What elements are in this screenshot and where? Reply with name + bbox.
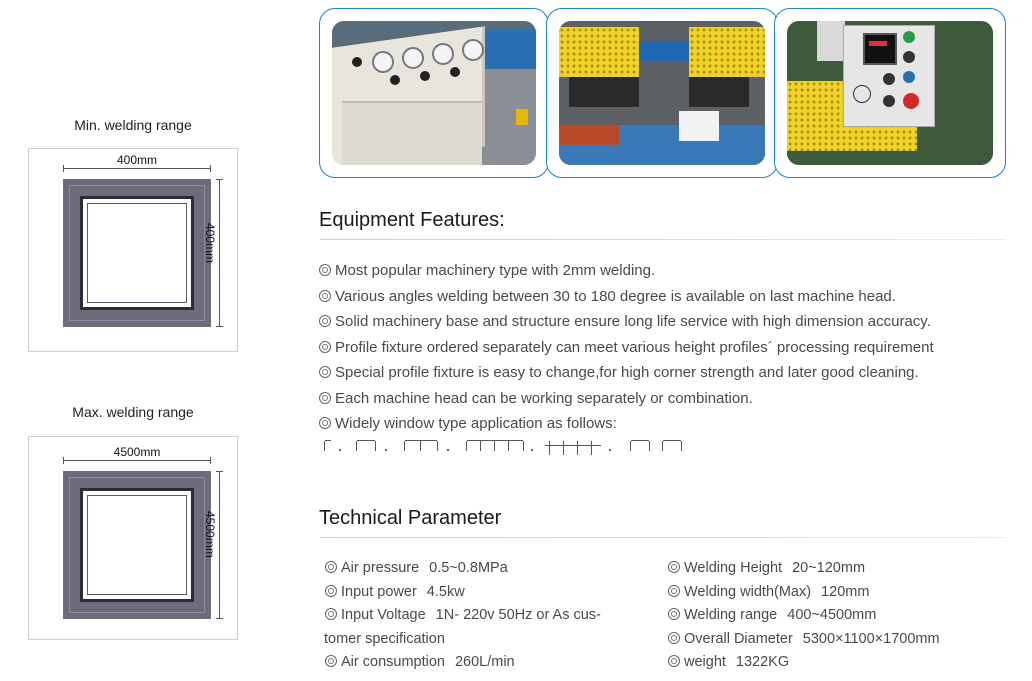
min-welding-range-diagram [28, 148, 238, 352]
single-corner-icon [325, 440, 331, 453]
parameter-item-continued: tomer specification [324, 630, 445, 647]
feature-item: Various angles welding between 30 to 180 degree is available on last machine head. [319, 284, 1019, 310]
features-list [319, 258, 1019, 437]
feature-item: Widely window type application as follows: [319, 411, 1019, 437]
max-welding-range-diagram [28, 436, 238, 640]
parameter-item: Welding Height 20~120mm [668, 557, 940, 581]
feature-item: Each machine head can be working separately or combination. [319, 386, 1019, 412]
width-dimension-line [63, 460, 211, 461]
bullet-icon [319, 315, 331, 327]
height-dimension-line [219, 471, 220, 619]
bullet-icon [319, 417, 331, 429]
bullet-icon [325, 561, 337, 573]
bullet-icon [668, 608, 680, 620]
bullet-icon [668, 655, 680, 667]
bullet-icon [668, 561, 680, 573]
feature-item: Solid machinery base and structure ensure long life service with high dimension accuracy. [319, 309, 1019, 335]
bullet-icon [319, 392, 331, 404]
parameter-item: Input Voltage 1N- 220v 50Hz or As cus- [325, 604, 601, 628]
max-welding-range-title: Max. welding range [72, 404, 194, 420]
bullet-icon [319, 290, 331, 302]
window-frame-icon [63, 179, 211, 327]
equipment-features-heading: Equipment Features: [319, 209, 505, 231]
bullet-icon [325, 655, 337, 667]
heading-divider [320, 537, 1006, 538]
parameter-item: Input power 4.5kw [325, 581, 601, 605]
window-type-icons [325, 440, 685, 454]
max-height-label: 4500mm [203, 511, 217, 558]
parameter-item: Welding width(Max) 120mm [668, 581, 940, 605]
bullet-icon [668, 585, 680, 597]
parameter-item: Overall Diameter 5300×1100×1700mm [668, 628, 940, 652]
height-dimension-line [219, 179, 220, 327]
cross-leg-icon [545, 445, 601, 452]
min-width-label: 400mm [116, 153, 157, 167]
width-dimension-line [63, 168, 211, 169]
feature-item: Most popular machinery type with 2mm welding. [319, 258, 1019, 284]
welding-heads-photo [546, 8, 778, 178]
frame-pair-icon-a [631, 440, 649, 453]
max-width-label: 4500mm [113, 445, 161, 459]
parameters-left-list [325, 557, 601, 675]
technical-parameter-heading: Technical Parameter [319, 507, 502, 529]
bullet-icon [319, 341, 331, 353]
two-corner-icon [357, 440, 375, 453]
parameter-item: Welding range 400~4500mm [668, 604, 940, 628]
bullet-icon [325, 608, 337, 620]
parameter-item: Air pressure 0.5~0.8MPa [325, 557, 601, 581]
bullet-icon [325, 585, 337, 597]
min-height-label: 400mm [203, 223, 217, 264]
multi-leg-icon [467, 440, 523, 453]
parameter-item: Air consumption 260L/min [325, 651, 601, 675]
three-leg-icon [405, 440, 437, 453]
control-panel-photo [319, 8, 549, 178]
bullet-icon [319, 366, 331, 378]
bullet-icon [319, 264, 331, 276]
parameters-right-list [668, 557, 940, 675]
window-frame-icon [63, 471, 211, 619]
frame-pair-icon-b [663, 440, 681, 453]
heading-divider [320, 239, 1006, 240]
bullet-icon [668, 632, 680, 644]
feature-item: Special profile fixture is easy to change,for high corner strength and later good cleaning. [319, 360, 1019, 386]
min-welding-range-title: Min. welding range [74, 117, 192, 133]
parameter-item: weight 1322KG [668, 651, 940, 675]
feature-item: Profile fixture ordered separately can meet various height profiles´ processing requirement [319, 335, 1019, 361]
control-box-photo [774, 8, 1006, 178]
